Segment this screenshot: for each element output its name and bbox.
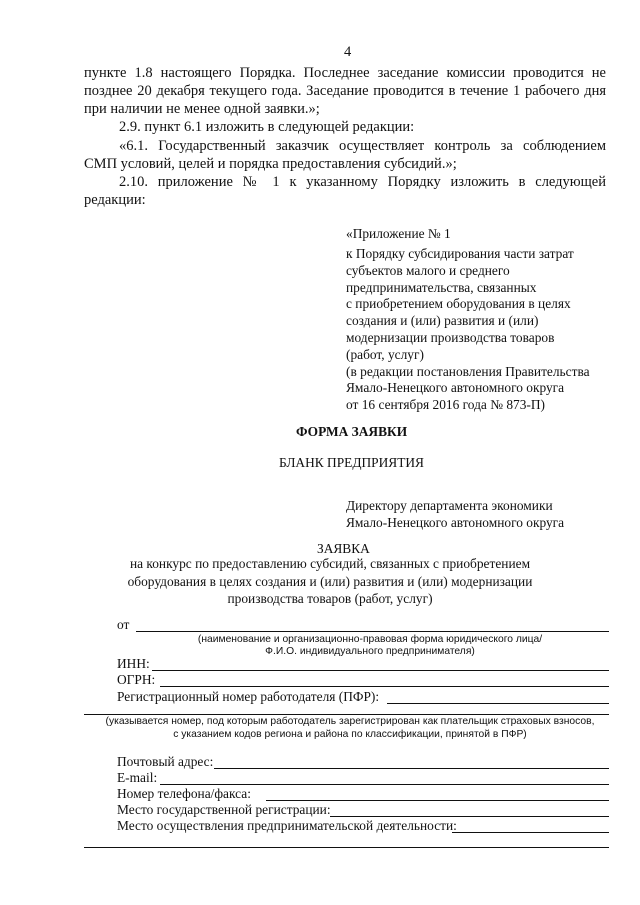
body-paragraph-line: 2.9. пункт 6.1 изложить в следующей редакции: xyxy=(119,119,415,135)
addressee-line: Ямало-Ненецкого автономного округа xyxy=(346,515,565,530)
pfr-field-line[interactable] xyxy=(387,703,609,704)
phone-field-line[interactable] xyxy=(266,800,609,801)
application-subtitle-line: производства товаров (работ, услуг) xyxy=(227,591,433,606)
postal-label: Почтовый адрес: xyxy=(117,754,214,769)
application-subtitle-line: оборудования в целях создания и (или) развития и (или) модернизации xyxy=(127,574,533,589)
business-place-label: Место осуществления предпринимательской деятельности: xyxy=(117,818,457,833)
body-paragraph-line: «6.1. Государственный заказчик осуществляет контроль за соблюдением xyxy=(119,138,606,154)
appendix-line: от 16 сентября 2016 года № 873-П) xyxy=(346,397,546,413)
pfr-hint-line: (указывается номер, под которым работодатель зарегистрирован как плательщик страховых взносов, xyxy=(105,716,595,727)
state-reg-field-line[interactable] xyxy=(330,816,609,817)
appendix-line: создания и (или) развития и (или) xyxy=(346,313,539,329)
application-title: ЗАЯВКА xyxy=(317,541,370,556)
phone-label: Номер телефона/факса: xyxy=(117,786,251,801)
appendix-line: к Порядку субсидирования части затрат xyxy=(346,246,574,261)
ogrn-label: ОГРН: xyxy=(117,672,156,687)
from-field-line[interactable] xyxy=(136,631,609,632)
from-hint-line: Ф.И.О. индивидуального предпринимателя) xyxy=(265,646,475,657)
postal-field-line[interactable] xyxy=(214,768,609,769)
page-number: 4 xyxy=(344,44,352,60)
body-paragraph-line: СМП условий, целей и порядка предоставления субсидий.»; xyxy=(84,156,457,172)
appendix-line: субъектов малого и среднего xyxy=(346,262,510,278)
inn-field-line[interactable] xyxy=(152,670,609,671)
email-field-line[interactable] xyxy=(160,784,609,785)
body-paragraph-line: 2.10. приложение № 1 к указанному Порядку изложить в следующей xyxy=(119,174,606,190)
blank-title: БЛАНК ПРЕДПРИЯТИЯ xyxy=(279,455,424,470)
from-label: от xyxy=(117,617,130,632)
appendix-line: Ямало-Ненецкого автономного округа xyxy=(346,380,565,396)
appendix-line: с приобретением оборудования в целях xyxy=(346,296,571,312)
application-subtitle-line: на конкурс по предоставлению субсидий, связанных с приобретением xyxy=(129,556,531,571)
appendix-line: (в редакции постановления Правительства xyxy=(346,363,590,379)
form-title: ФОРМА ЗАЯВКИ xyxy=(296,424,408,439)
inn-label: ИНН: xyxy=(117,656,150,671)
body-paragraph-line: при наличии не менее одной заявки.»; xyxy=(84,101,320,117)
ogrn-field-line[interactable] xyxy=(160,686,609,687)
addressee-line: Директору департамента экономики xyxy=(346,498,553,513)
appendix-line: (работ, услуг) xyxy=(346,346,424,362)
pfr-label: Регистрационный номер работодателя (ПФР): xyxy=(117,689,380,704)
pfr-field-line-2[interactable] xyxy=(84,714,609,715)
body-paragraph-line: позднее 20 декабря текущего года. Заседание проводится в течение 1 рабочего дня xyxy=(84,83,606,99)
appendix-lines xyxy=(346,246,590,414)
from-hint-line: (наименование и организационно-правовая форма юридического лица/ xyxy=(197,634,543,645)
state-reg-label: Место государственной регистрации: xyxy=(117,802,331,817)
business-place-field-line-2[interactable] xyxy=(84,847,609,848)
email-label: E-mail: xyxy=(117,770,158,785)
appendix-title: «Приложение № 1 xyxy=(346,226,451,241)
appendix-line: предпринимательства, связанных xyxy=(346,279,537,295)
business-place-field-line[interactable] xyxy=(452,832,609,833)
pfr-hint-line: с указанием кодов региона и района по классификации, принятой в ПФР) xyxy=(173,729,527,740)
body-paragraph-line: пункте 1.8 настоящего Порядка. Последнее заседание комиссии проводится не xyxy=(84,65,606,81)
body-paragraph-line: редакции: xyxy=(84,192,146,208)
appendix-line: модернизации производства товаров xyxy=(346,329,555,345)
